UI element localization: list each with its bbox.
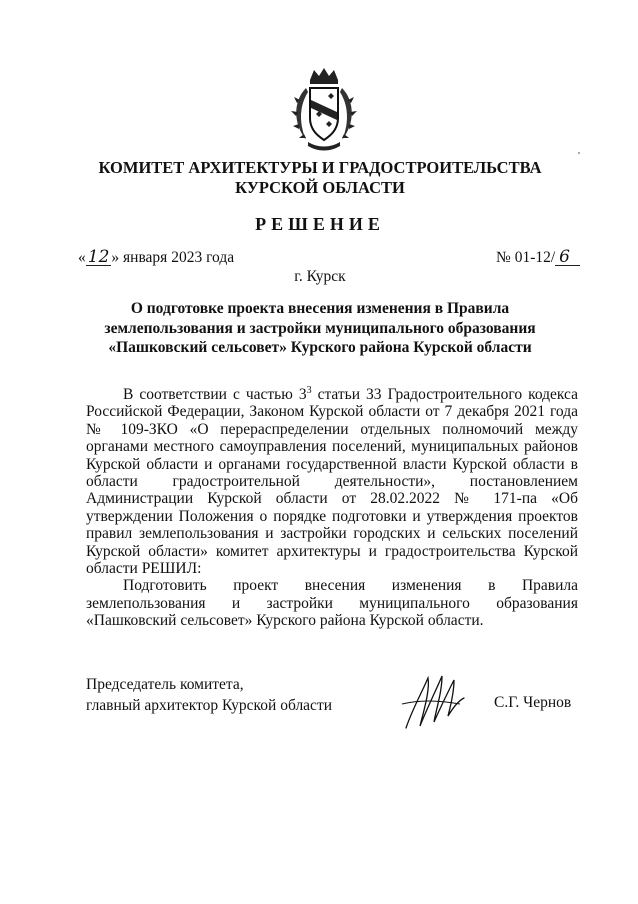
subject-line1: О подготовке проекта внесения изменения в Правила bbox=[130, 300, 510, 317]
date-rest: » января 2023 года bbox=[111, 249, 235, 266]
body-p1-rest: статьи 33 Градостроительного кодекса Российской Федерации, Законом Курской области от 7 декабря 2021 года № 109-ЗКО «О перераспределении отдельных полномочий между органами местного самоуправления поселений, муниципальных районов Курской области и органами государственной власти Курской области в области градостроительной деятельности», постановлением Администрации Курской области от 28.02.2022 № 171-па «Об утверждении Положения о порядке подготовки и утверждения проектов правил землепользования и застройки городских и сельских поселений Курской области» комитет архитектуры и градостроительства Курской области РЕШИЛ: bbox=[86, 386, 578, 578]
body-paragraph-1 bbox=[86, 386, 578, 577]
organization-name-line1: КОМИТЕТ АРХИТЕКТУРЫ И ГРАДОСТРОИТЕЛЬСТВА bbox=[98, 158, 542, 177]
body-p1-start: В соответствии с частью 3 bbox=[123, 386, 307, 403]
body-paragraph-2: Подготовить проект внесения изменения в Правила землепользования и застройки муниципального образования «Пашковский сельсовет» Курского района Курской области. bbox=[86, 577, 578, 630]
number-prefix: № 01-12/ bbox=[496, 249, 556, 266]
organization-name bbox=[80, 158, 560, 198]
date-day-handwritten: 12 bbox=[87, 247, 110, 267]
document-type-title: РЕШЕНИЕ bbox=[255, 214, 385, 234]
document-body bbox=[86, 386, 578, 630]
signatory-position-line1: Председатель комитета, bbox=[86, 676, 244, 693]
document-number bbox=[496, 249, 580, 267]
document-subject bbox=[80, 299, 560, 358]
signatory-position bbox=[86, 674, 332, 716]
signatory-position-line2: главный архитектор Курской области bbox=[86, 697, 333, 714]
document-city: г. Курск bbox=[294, 268, 346, 285]
kursk-coat-of-arms-icon bbox=[286, 66, 362, 152]
number-handwritten: 6 bbox=[555, 250, 580, 266]
subject-line3: «Пашковский сельсовет» Курского района Курской области bbox=[108, 339, 532, 356]
signatory-name: С.Г. Чернов bbox=[494, 694, 572, 711]
organization-name-line2: КУРСКОЙ ОБЛАСТИ bbox=[235, 178, 405, 197]
scan-dust-mark bbox=[578, 152, 580, 154]
subject-line2: землепользования и застройки муниципального образования bbox=[104, 319, 536, 337]
document-date bbox=[78, 249, 234, 267]
date-open-quote: « bbox=[78, 249, 86, 266]
handwritten-signature bbox=[398, 670, 468, 732]
body-p1-superscript: 3 bbox=[306, 384, 312, 396]
